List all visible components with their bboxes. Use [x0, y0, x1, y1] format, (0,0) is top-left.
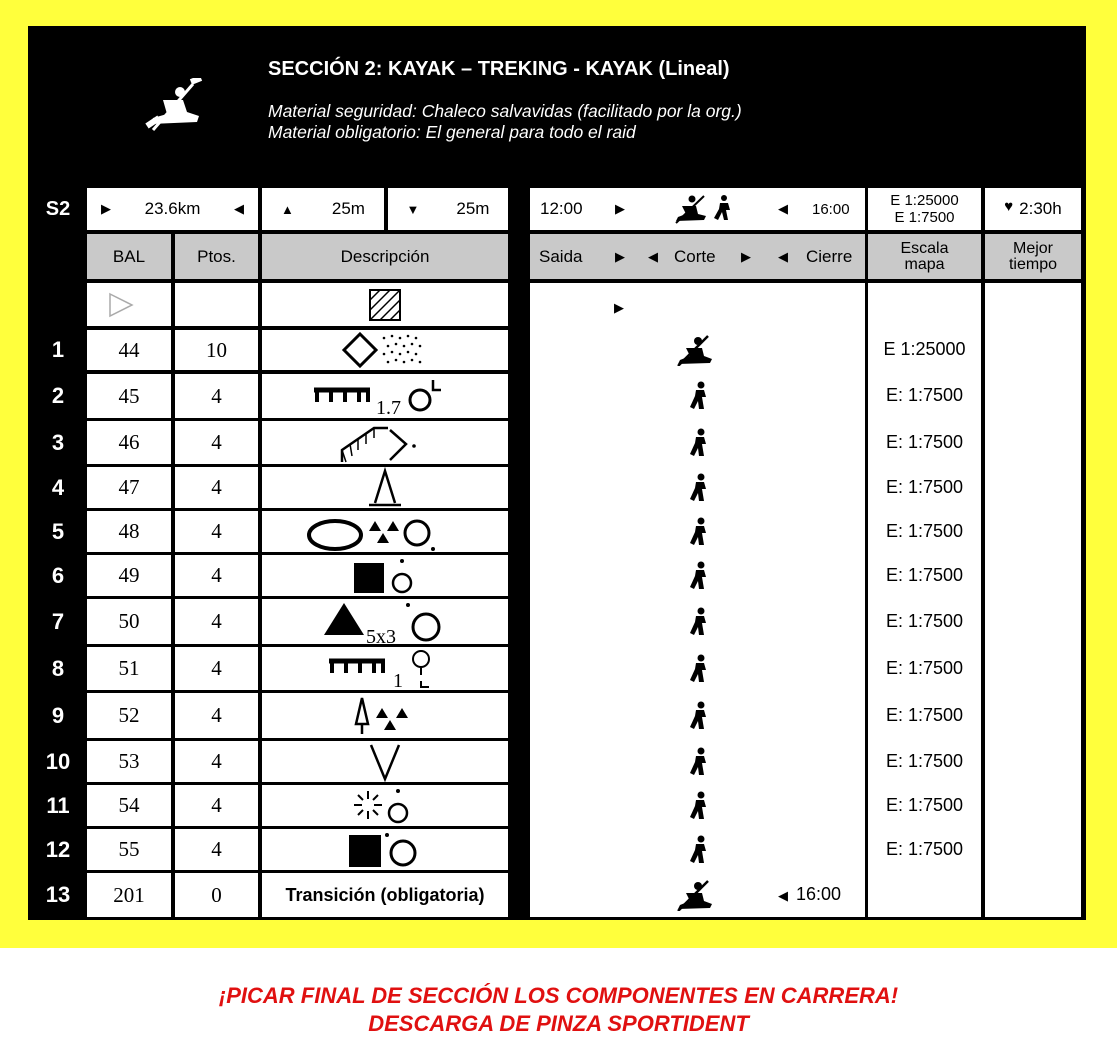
pts-cell: 4 [175, 511, 258, 552]
arrow-right-icon: ▶ [741, 248, 751, 264]
description-cell [262, 421, 508, 464]
best-time-header [985, 234, 1081, 279]
pts-cell: 4 [175, 555, 258, 596]
row-number: 10 [32, 741, 84, 782]
section-title: SECCIÓN 2: KAYAK – TREKING - KAYAK (Lineal) [268, 58, 730, 80]
arrow-left-icon: ◀ [778, 201, 788, 216]
runner-icon [688, 517, 710, 547]
start-triangle-cell [87, 283, 171, 326]
map-scale: E: 1:7500 [885, 794, 964, 815]
bal-cell: 44 [87, 330, 171, 370]
runner-icon [688, 701, 710, 731]
map-scale: E 1:25000 [883, 339, 966, 359]
control-symbol-icon [305, 511, 465, 552]
arrow-left-icon: ◀ [234, 201, 244, 216]
pts-cell: 4 [175, 647, 258, 690]
close-time: 16:00 [812, 200, 850, 218]
times-column [530, 283, 865, 917]
row-number: 6 [32, 555, 84, 596]
bal-cell: 45 [87, 374, 171, 418]
pts-cell: 4 [175, 829, 258, 870]
control-symbol-icon [310, 376, 460, 416]
scale-cell [868, 188, 981, 230]
control-symbol-icon [365, 741, 405, 782]
scale-column [868, 283, 981, 917]
runner-icon [688, 428, 710, 458]
description-cell [262, 599, 508, 644]
control-symbol-icon [350, 555, 420, 596]
map-scale: E: 1:7500 [885, 838, 964, 859]
row-number: 2 [32, 374, 84, 418]
start-triangle-icon [107, 291, 135, 319]
description-cell [262, 873, 508, 917]
svg-text:1: 1 [393, 669, 403, 690]
timing-cell [530, 188, 865, 230]
pts-cell: 0 [175, 873, 258, 917]
hatched-square-icon [368, 288, 402, 322]
map-scale: E: 1:7500 [885, 476, 964, 497]
description-cell [262, 467, 508, 508]
row-number: 3 [32, 421, 84, 464]
row-number: 1 [32, 330, 84, 370]
pts-cell: 4 [175, 421, 258, 464]
row-number: 12 [32, 829, 84, 870]
description-cell [262, 555, 508, 596]
row-number: 7 [32, 599, 84, 644]
pts-cell: 10 [175, 330, 258, 370]
bal-cell: 52 [87, 693, 171, 738]
control-symbol-icon [340, 330, 430, 370]
best-time-column [985, 283, 1081, 917]
row-number: 13 [32, 873, 84, 917]
cierre-label: Cierre [806, 246, 853, 266]
runner-icon [688, 654, 710, 684]
row-number: 9 [32, 693, 84, 738]
pts-header: Ptos. [175, 234, 258, 279]
cut-time [778, 884, 841, 905]
distance-cell [87, 188, 258, 230]
description-cell [262, 330, 508, 370]
saida-label: Saida [539, 246, 583, 266]
pts-cell: 4 [175, 599, 258, 644]
control-symbol-icon [365, 467, 405, 508]
start-time: 12:00 [540, 199, 583, 218]
row-number: 8 [32, 647, 84, 690]
corte-label: Corte [674, 246, 716, 266]
footer-line2: DESCARGA DE PINZA SPORTIDENT [368, 1011, 749, 1036]
map-scale: E: 1:7500 [885, 750, 964, 771]
arrow-left-icon: ◀ [778, 888, 788, 903]
arrow-left-icon: ◀ [648, 248, 658, 264]
control-symbol-icon [350, 694, 420, 738]
bal-cell: 50 [87, 599, 171, 644]
section-banner [268, 58, 742, 143]
row-number: 11 [32, 785, 84, 826]
pts-cell: 4 [175, 467, 258, 508]
runner-icon [688, 607, 710, 637]
section-id: S2 [32, 188, 84, 230]
bal-cell: 48 [87, 511, 171, 552]
best-header-line1: Mejor [1012, 239, 1053, 257]
arrow-left-icon: ◀ [778, 248, 788, 264]
climb: 25m [331, 199, 365, 218]
bal-cell: 201 [87, 873, 171, 917]
pts-cell: 4 [175, 741, 258, 782]
runner-icon [688, 747, 710, 777]
scale-header-line1: Escala [900, 239, 949, 257]
bal-cell: 46 [87, 421, 171, 464]
bal-cell: 49 [87, 555, 171, 596]
map-scale: E: 1:7500 [885, 385, 964, 405]
bal-cell: 53 [87, 741, 171, 782]
scale-header-line2: mapa [904, 255, 945, 273]
map-scale: E: 1:7500 [885, 610, 964, 631]
climb-cell [262, 188, 384, 230]
times-header [530, 234, 865, 279]
map-scale: E: 1:7500 [885, 657, 964, 678]
best-time-cell [985, 188, 1081, 230]
arrow-right-icon: ▶ [101, 201, 111, 216]
arrow-right-icon: ▶ [615, 248, 625, 264]
scale-primary: E 1:25000 [890, 192, 959, 209]
bal-cell: 51 [87, 647, 171, 690]
description-cell [262, 829, 508, 870]
bal-cell: 47 [87, 467, 171, 508]
mandatory-material: Material obligatorio: El general para todo el raid [268, 122, 636, 142]
cut-time-value: 16:00 [796, 884, 842, 904]
arrow-down-icon: ▼ [406, 201, 420, 217]
description-cell [262, 374, 508, 418]
scale-header [868, 234, 981, 279]
start-desc-cell [262, 283, 508, 326]
row-number: 5 [32, 511, 84, 552]
row-number: 4 [32, 467, 84, 508]
descent: 25m [456, 199, 490, 218]
safety-material: Material seguridad: Chaleco salvavidas (facilitado por la org.) [268, 101, 742, 121]
map-scale: E: 1:7500 [885, 431, 964, 452]
pts-cell: 4 [175, 785, 258, 826]
description-cell [262, 693, 508, 738]
arrow-up-icon: ▲ [281, 201, 294, 217]
description-cell [262, 511, 508, 552]
control-symbol-icon [345, 829, 425, 870]
runner-icon [688, 473, 710, 503]
scale-secondary: E 1:7500 [894, 209, 955, 226]
map-scale: E: 1:7500 [885, 564, 964, 585]
control-symbol-icon [350, 785, 420, 826]
pts-cell: 4 [175, 374, 258, 418]
desc-header: Descripción [262, 234, 508, 279]
description-cell [262, 647, 508, 690]
runner-icon [688, 561, 710, 591]
descent-cell [388, 188, 508, 230]
bal-header: BAL [87, 234, 171, 279]
kayak-icon [674, 334, 714, 366]
runner-icon [688, 381, 710, 411]
description-cell [262, 741, 508, 782]
footer-line1: ¡PICAR FINAL DE SECCIÓN LOS COMPONENTES EN CARRERA! [218, 983, 899, 1008]
kayak-icon [674, 879, 714, 911]
description-cell [262, 785, 508, 826]
start-arrow-icon: ▶ [614, 300, 624, 315]
svg-text:5x3: 5x3 [366, 625, 396, 644]
control-symbol-icon [330, 422, 440, 464]
control-symbol-icon [320, 599, 450, 644]
best-time: 2:30h [1019, 199, 1062, 218]
pts-cell: 4 [175, 693, 258, 738]
kayak-icon [143, 78, 203, 133]
control-symbol-icon [325, 647, 445, 690]
heart-icon: ♥ [1004, 197, 1014, 215]
footer-notice [0, 982, 1117, 1038]
arrow-right-icon: ▶ [615, 201, 625, 216]
start-pts-cell [175, 283, 258, 326]
runner-icon [688, 835, 710, 865]
runner-icon [688, 791, 710, 821]
map-scale: E: 1:7500 [885, 704, 964, 725]
description-text: Transición (obligatoria) [285, 884, 485, 905]
best-header-line2: tiempo [1008, 255, 1058, 273]
bal-cell: 55 [87, 829, 171, 870]
bal-cell: 54 [87, 785, 171, 826]
svg-text:1.7: 1.7 [376, 397, 401, 416]
distance: 23.6km [144, 199, 201, 218]
kayak-run-icon [674, 194, 734, 224]
map-scale: E: 1:7500 [885, 520, 964, 541]
